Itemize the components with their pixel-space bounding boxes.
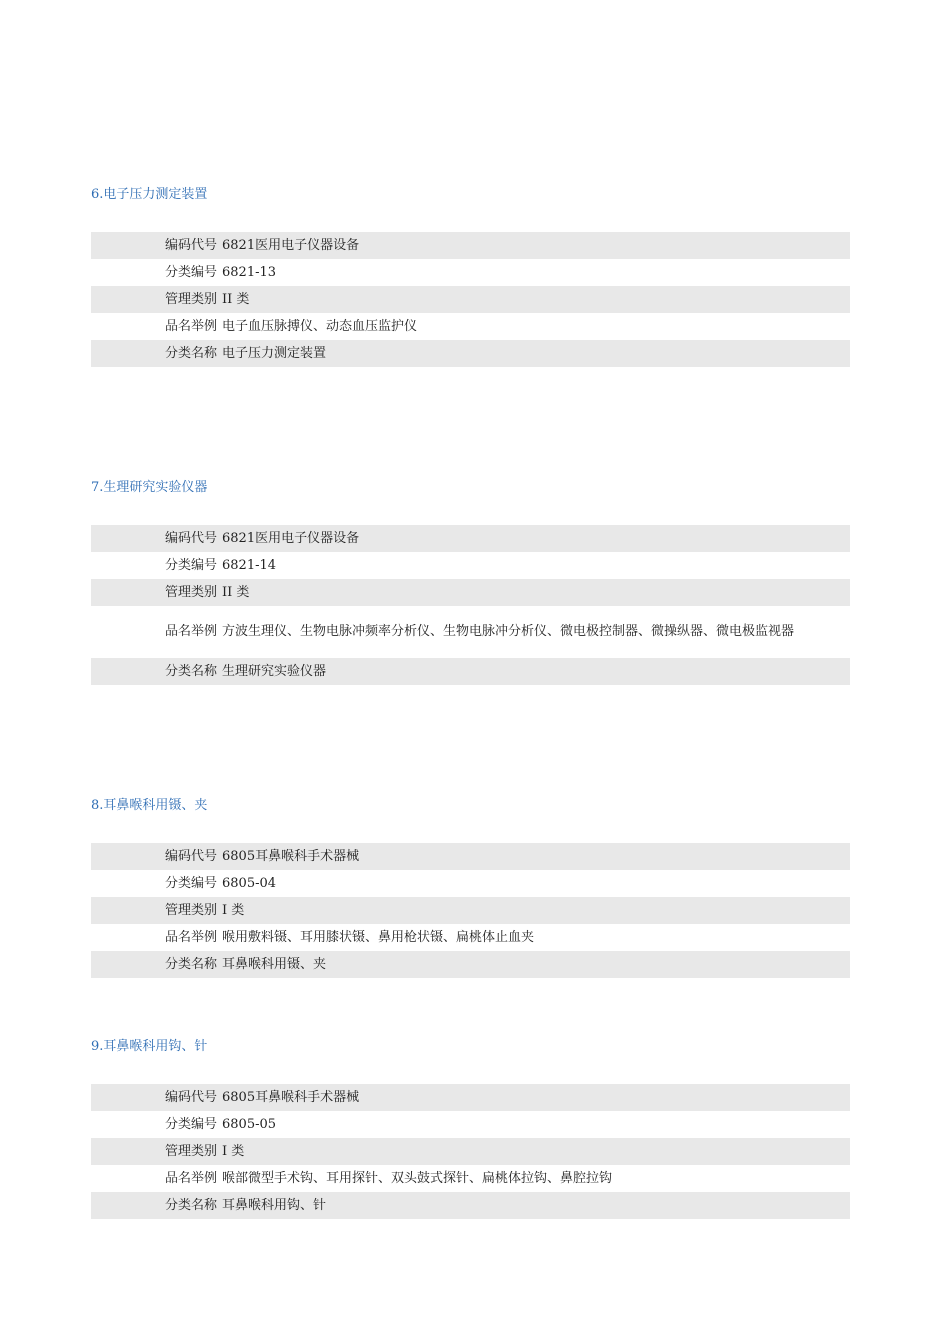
- info-table: [91, 1084, 850, 1219]
- row-value: 6821医用电子仪器设备: [222, 237, 360, 253]
- table-row: [91, 843, 850, 870]
- row-label: 分类名称: [165, 956, 218, 972]
- row-value: 耳鼻喉科用钩、针: [222, 1197, 327, 1213]
- row-value: 6805耳鼻喉科手术器械: [222, 1089, 360, 1105]
- row-label: 品名举例: [165, 624, 218, 639]
- table-row: [91, 658, 850, 685]
- section-title: 8.耳鼻喉科用镊、夹: [91, 798, 208, 813]
- table-row: [91, 1084, 850, 1111]
- row-label: 分类名称: [165, 345, 218, 361]
- row-label: 编码代号: [165, 530, 218, 546]
- row-value: I 类: [222, 1143, 245, 1159]
- row-label: 品名举例: [165, 1170, 218, 1186]
- row-label: 分类编号: [165, 264, 218, 280]
- row-label: 管理类别: [165, 1143, 218, 1159]
- info-table: [91, 525, 850, 685]
- table-row: [91, 924, 850, 951]
- row-value: 6805-04: [222, 875, 277, 891]
- row-value: 生理研究实验仪器: [222, 663, 327, 679]
- table-row: [91, 286, 850, 313]
- table-row: [91, 1111, 850, 1138]
- row-value: 耳鼻喉科用镊、夹: [222, 956, 327, 972]
- row-value: 6821-13: [222, 264, 277, 280]
- row-value: 方波生理仪、生物电脉冲频率分析仪、生物电脉冲分析仪、微电极控制器、微操纵器、微电极监视器: [222, 624, 795, 639]
- info-table: [91, 232, 850, 367]
- row-value: 电子血压脉搏仪、动态血压监护仪: [222, 318, 418, 334]
- row-label: 分类编号: [165, 557, 218, 573]
- row-label: 分类名称: [165, 663, 218, 679]
- row-label: 品名举例: [165, 318, 218, 334]
- row-value: 6805-05: [222, 1116, 277, 1132]
- section-title: 9.耳鼻喉科用钩、针: [91, 1039, 208, 1054]
- section-title: 7.生理研究实验仪器: [91, 480, 208, 495]
- info-table: [91, 843, 850, 978]
- row-value: 6805耳鼻喉科手术器械: [222, 848, 360, 864]
- row-label: 编码代号: [165, 848, 218, 864]
- row-label: 管理类别: [165, 902, 218, 918]
- table-row: [91, 1192, 850, 1219]
- row-value: II 类: [222, 584, 250, 600]
- row-label: 编码代号: [165, 237, 218, 253]
- row-value: I 类: [222, 902, 245, 918]
- row-label: 管理类别: [165, 291, 218, 307]
- row-value: 电子压力测定装置: [222, 345, 327, 361]
- row-value: 6821-14: [222, 557, 277, 573]
- table-row: [91, 259, 850, 286]
- row-label: 分类编号: [165, 1116, 218, 1132]
- row-label: 品名举例: [165, 929, 218, 945]
- row-value: 喉用敷料镊、耳用膝状镊、鼻用枪状镊、扁桃体止血夹: [222, 929, 535, 945]
- table-row: [91, 1138, 850, 1165]
- row-label: 分类编号: [165, 875, 218, 891]
- row-label: 管理类别: [165, 584, 218, 600]
- table-row: [91, 552, 850, 579]
- table-row: [91, 313, 850, 340]
- row-value: II 类: [222, 291, 250, 307]
- table-row: [91, 606, 850, 658]
- row-label: 分类名称: [165, 1197, 218, 1213]
- table-row: [91, 232, 850, 259]
- table-row: [91, 579, 850, 606]
- section-title: 6.电子压力测定装置: [91, 187, 208, 202]
- row-label: 编码代号: [165, 1089, 218, 1105]
- table-row: [91, 1165, 850, 1192]
- table-row: [91, 340, 850, 367]
- table-row: [91, 897, 850, 924]
- table-row: [91, 870, 850, 897]
- table-row: [91, 951, 850, 978]
- table-row: [91, 525, 850, 552]
- row-value: 喉部微型手术钩、耳用探针、双头鼓式探针、扁桃体拉钩、鼻腔拉钩: [222, 1170, 613, 1186]
- row-value: 6821医用电子仪器设备: [222, 530, 360, 546]
